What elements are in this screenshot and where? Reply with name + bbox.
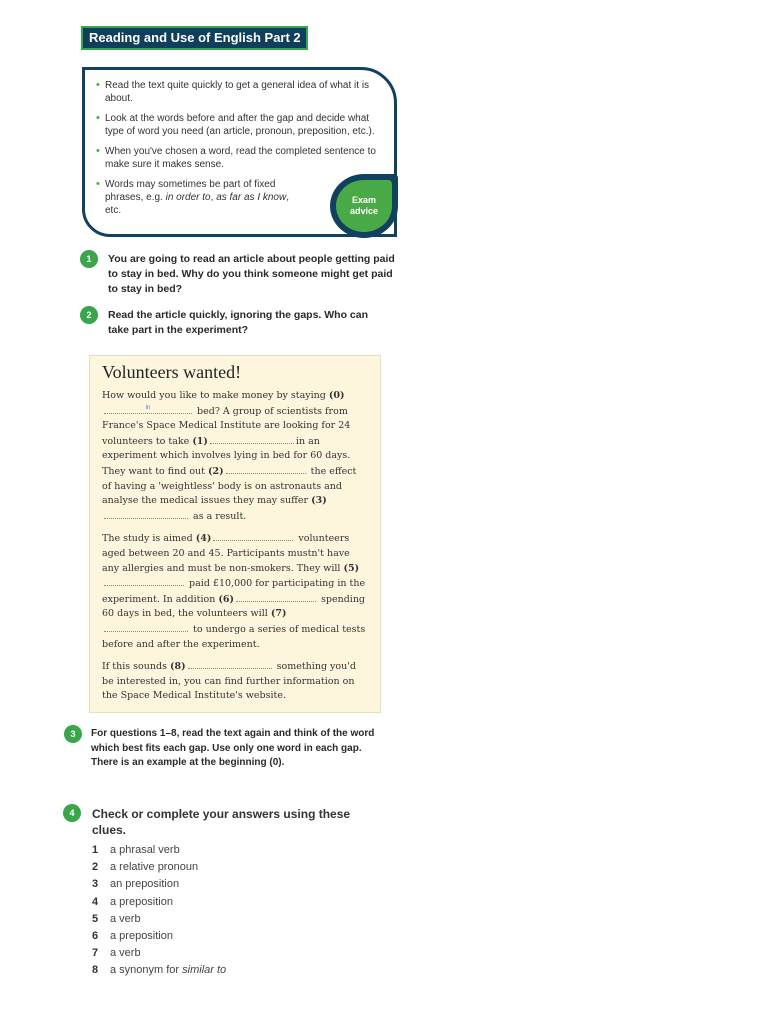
gap-label-3: (3) bbox=[311, 495, 327, 507]
clue-item: 2 a relative pronoun bbox=[92, 861, 199, 874]
clue-item: 1 a phrasal verb bbox=[92, 844, 180, 856]
gap-label-0: (0) bbox=[328, 390, 345, 401]
gap-0-example: in bbox=[104, 404, 192, 414]
clue-item: 7 a verb bbox=[92, 947, 141, 960]
gap-7-blank[interactable] bbox=[104, 622, 188, 632]
gap-label-5: (5) bbox=[343, 562, 360, 574]
section-title: Reading and Use of English Part 2 bbox=[81, 26, 308, 50]
step-1-instruction: You are going to read an article about people getting paid to stay in bed. Why do you think someone might get paid to stay in bed? bbox=[108, 253, 395, 295]
step-number-1: 1 bbox=[80, 250, 98, 268]
step-number-2: 2 bbox=[80, 306, 98, 324]
clue-item: 8 a synonym for similar to bbox=[92, 964, 227, 977]
gap-label-4: (4) bbox=[195, 533, 212, 545]
step-2-instruction: Read the article quickly, ignoring the gaps. Who can take part in the experiment? bbox=[108, 309, 369, 336]
clue-item: 4 a preposition bbox=[92, 895, 173, 908]
article-paragraph-1: How would you like to make money by staying (0) in bed? A group of scientists from France's Space Medical Institute are looking for 24 volunteers to take (1) in an experiment which involves lying in bed for 60 days. They want to find out (2) the effect of having a 'weightless' body is on astronauts and analyse the medical issues they may suffer (3) as a result. bbox=[102, 390, 357, 522]
gap-label-7: (7) bbox=[270, 608, 287, 620]
clue-item: 6 a preposition bbox=[92, 930, 173, 943]
exam-advice-badge: Exam advice bbox=[336, 180, 392, 232]
gap-2-blank[interactable] bbox=[226, 464, 306, 474]
gap-label-2: (2) bbox=[208, 465, 224, 477]
article-paragraph-2: The study is aimed (4) volunteers aged between 20 and 45. Participants mustn't have any allergies and must be non-smokers. They will (5) paid £10,000 for participating in the experiment. In addition (6) spending 60 days in bed, the volunteers will (7) to undergo a series of medical tests before and after the experiment. bbox=[102, 533, 366, 650]
article-volunteers-wanted bbox=[89, 355, 381, 713]
gap-1-blank[interactable] bbox=[210, 434, 294, 444]
gap-5-blank[interactable] bbox=[104, 576, 184, 586]
gap-label-6: (6) bbox=[218, 593, 234, 605]
article-title: Volunteers wanted! bbox=[102, 362, 242, 382]
advice-item: • When you've chosen a word, read the completed sentence to make sure it makes sense. bbox=[105, 145, 382, 171]
step-number-4: 4 bbox=[63, 804, 81, 822]
advice-item: • Read the text quite quickly to get a general idea of what it is about. bbox=[105, 79, 382, 105]
gap-3-blank[interactable] bbox=[104, 509, 188, 519]
clues-list bbox=[92, 842, 226, 980]
step-number-3: 3 bbox=[64, 725, 82, 743]
advice-item: • Look at the words before and after the gap and decide what type of word you need (an article, pronoun, preposition, etc.). bbox=[105, 112, 382, 138]
article-paragraph-3: If this sounds (8) something you'd be interested in, you can find further information on the Space Medical Institute's website. bbox=[102, 661, 356, 702]
step-4-instruction: Check or complete your answers using these clues. bbox=[92, 807, 351, 837]
gap-8-blank[interactable] bbox=[188, 659, 272, 669]
clue-item: 3 an preposition bbox=[92, 878, 180, 891]
advice-item: • Words may sometimes be part of fixed phrases, e.g. in order to, as far as I know, etc. bbox=[105, 178, 382, 217]
gap-6-blank[interactable] bbox=[236, 592, 316, 602]
step-3-instruction: For questions 1–8, read the text again and think of the word which best fits each gap. Use only one word in each gap. There is an example at the beginning (0). bbox=[91, 728, 375, 768]
clue-item: 5 a verb bbox=[92, 912, 141, 925]
gap-label-1: (1) bbox=[192, 435, 208, 447]
gap-4-blank[interactable] bbox=[213, 531, 293, 541]
gap-label-8: (8) bbox=[169, 661, 186, 673]
